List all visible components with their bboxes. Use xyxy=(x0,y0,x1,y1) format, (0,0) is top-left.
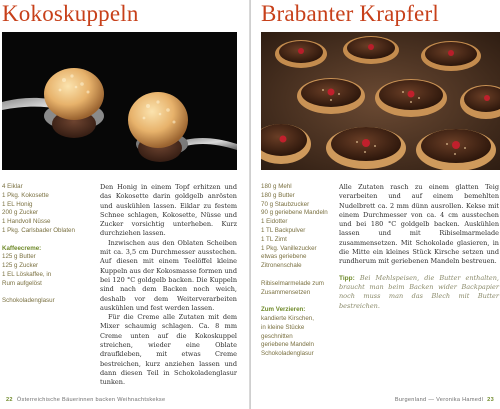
ingredient-item: 1 TL Zimt xyxy=(261,235,287,243)
ingredient-item: geschnitten xyxy=(261,332,293,340)
ingredient-item: kandierte Kirschen, xyxy=(261,314,314,322)
right-page xyxy=(250,0,500,409)
ingredient-spacer xyxy=(261,271,339,280)
kokoskuppeln-illustration xyxy=(2,32,237,170)
ingredient-item: geriebene Mandeln xyxy=(261,341,314,349)
brabanter-krapferl-illustration xyxy=(261,32,500,170)
ingredients-list xyxy=(261,183,339,359)
brabanter-krapferl-photo xyxy=(261,32,500,170)
footer-text: Burgenland — Veronika Hamedl xyxy=(394,397,484,403)
ingredient-item: 180 g Butter xyxy=(261,191,295,199)
ingredient-spacer xyxy=(2,289,84,298)
ingredient-item: in kleine Stücke xyxy=(261,323,305,331)
instruction-paragraph: Alle Zutaten rasch zu einem glatten Teig verarbeiten und auf einem bemehlten Nudelbrett ca. 2 mm dünn ausrollen. Kekse mit einem Durchmesser von ca. 4 cm ausstechen und bei 180 °C goldgelb backen. Auskühlen lassen und mit Ribiselmarmelade zusammensetzen. Mit Schokolade glasieren, in die Mitte ein kleines Stück Kirsche setzen und rundherum mit geriebenen Mandeln bestreuen. xyxy=(339,183,499,266)
instruction-paragraph: Den Honig in einem Topf erhitzen und das Kokosette darin goldgelb anrösten und auskühlen lassen. Eiklar zu festem Schnee schlagen, Kokosette, Nüsse und Zucker vorsichtig unterheben. Kurz durchziehen lassen. xyxy=(100,183,237,238)
instructions xyxy=(339,183,499,311)
kokoskuppeln-photo xyxy=(2,32,237,170)
ingredient-item: 1 EL Honig xyxy=(2,200,33,208)
ingredient-item: 125 g Butter xyxy=(2,253,36,261)
page-number: 22 xyxy=(6,397,13,403)
page-footer xyxy=(2,397,165,403)
footer-text: Österreichische Bäuerinnen backen Weihnachtskekse xyxy=(16,397,166,403)
ingredient-item: 1 Pkg. Carlsbader Oblaten xyxy=(2,226,75,234)
ingredient-item: 70 g Staubzucker xyxy=(261,200,310,208)
ingredient-item: Zitronenschale xyxy=(261,262,302,270)
tip-note xyxy=(339,274,499,311)
ingredient-item: 90 g geriebene Mandeln xyxy=(261,209,328,217)
ingredient-item: 125 g Zucker xyxy=(2,262,39,270)
page-footer xyxy=(395,397,498,403)
tip-text: Bei Mehlspeisen, die Butter enthalten, braucht man beim Backen wider Backpapier noch muss man das Blech mit Butter bestreichen. xyxy=(339,273,499,310)
ingredient-item: etwas geriebene xyxy=(261,253,307,261)
ingredient-item: 1 Handvoll Nüsse xyxy=(2,218,51,226)
ingredient-item: 1 TL Backpulver xyxy=(261,226,306,234)
instructions xyxy=(100,183,237,388)
page-number: 23 xyxy=(487,397,494,403)
ingredient-subheading: Zum Verzieren: xyxy=(261,306,306,314)
ingredient-item: Schokoladenglasur xyxy=(2,297,55,305)
ingredient-item: 1 Pkg. Kokosette xyxy=(2,191,49,199)
ingredient-item: 180 g Mehl xyxy=(261,183,292,190)
ingredients-list xyxy=(2,183,84,306)
recipe-title-kokoskuppeln: Kokoskuppeln xyxy=(2,1,139,26)
ingredient-item: Ribiselmarmelade zum xyxy=(261,279,324,287)
instruction-paragraph: Inzwischen aus den Oblaten Scheiben mit ca. 3,5 cm Durchmesser ausstechen. Auf diesen mit einem Teelöffel kleine Kuppeln aus der Kokosmasse formen und bei 120 °C goldgelb backen. Die Kuppeln sind nach dem Backen noch weich, deshalb vor dem Weiterverarbeiten auskühlen und fest werden lassen. xyxy=(100,238,237,312)
tip-label: Tipp: xyxy=(339,274,355,282)
instruction-paragraphs xyxy=(339,183,499,267)
instruction-paragraph: Für die Creme alle Zutaten mit dem Mixer schaumig schlagen. Ca. 8 mm Creme unten auf die Kokoskuppel streichen, wieder eine Oblate draufkleben, mit etwas Creme bestreichen, kurz anziehen lassen und dann diesen Teil in Schokoladenglasur tunken. xyxy=(100,313,237,387)
recipe-title-brabanter-krapferl: Brabanter Krapferl xyxy=(261,1,439,26)
ingredient-item: 1 Pkg. Vanillezucker xyxy=(261,244,317,252)
ingredient-subheading: Kaffeecreme: xyxy=(2,244,42,252)
ingredient-item: Rum aufgelöst xyxy=(2,279,42,287)
ingredient-spacer xyxy=(261,297,339,306)
ingredient-spacer xyxy=(2,236,84,245)
ingredient-item: 4 Eiklar xyxy=(2,183,23,190)
ingredient-item: Zusammensetzen xyxy=(261,288,311,296)
ingredient-item: 1 EL Löskaffee, in xyxy=(2,270,52,278)
ingredient-item: 1 Eidotter xyxy=(261,218,288,226)
ingredient-item: 200 g Zucker xyxy=(2,209,39,217)
ingredient-item: Schokoladenglasur xyxy=(261,350,314,358)
